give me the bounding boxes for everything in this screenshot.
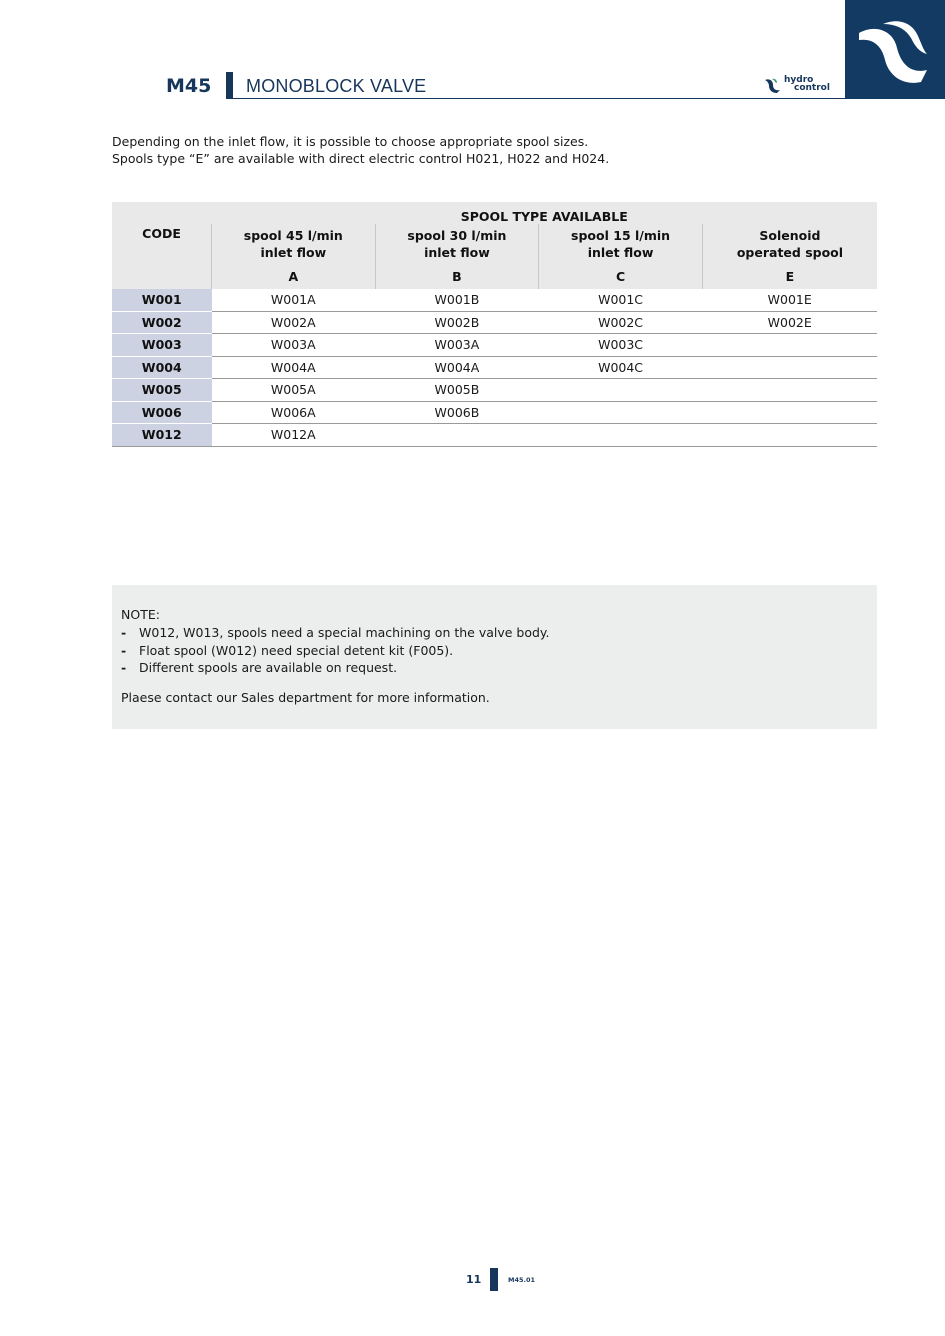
- logo-text-hydro: hydro: [784, 75, 814, 85]
- cell-b: W002B: [375, 311, 539, 334]
- letter-header-blank: [112, 264, 212, 289]
- column-header-b-line2: inlet flow: [424, 245, 490, 260]
- cell-e: [702, 401, 877, 424]
- cell-b: W006B: [375, 401, 539, 424]
- logo-text-control: control: [794, 83, 830, 93]
- cell-b: W001B: [375, 289, 539, 311]
- hydrocontrol-logo: [764, 76, 844, 94]
- column-header-e-line2: operated spool: [736, 245, 844, 260]
- cell-c: W001C: [539, 289, 703, 311]
- row-code: W006: [112, 401, 212, 424]
- intro-text: [112, 133, 609, 167]
- cell-c: [539, 401, 703, 424]
- bullet-dash-icon: -: [121, 625, 127, 640]
- page-number: 11: [466, 1273, 482, 1286]
- cell-a: W006A: [212, 401, 376, 424]
- column-header-b-line1: spool 30 l/min: [407, 228, 507, 243]
- column-header-e-line1: Solenoid: [759, 228, 821, 243]
- cell-a: W001A: [212, 289, 376, 311]
- note-item: [121, 659, 550, 677]
- cell-a: W012A: [212, 424, 376, 447]
- column-header-e: [702, 224, 877, 264]
- cell-e: [702, 424, 877, 447]
- cell-e: W002E: [702, 311, 877, 334]
- wave-brand-icon: [845, 0, 945, 99]
- spool-table: [112, 202, 877, 447]
- table-row: [112, 379, 877, 402]
- cell-b: W003A: [375, 334, 539, 357]
- note-list: [121, 624, 550, 677]
- table-row: [112, 401, 877, 424]
- cell-e: [702, 334, 877, 357]
- footer-divider-bar: [490, 1268, 498, 1291]
- letter-header-e: E: [702, 264, 877, 289]
- column-header-c-line1: spool 15 l/min: [571, 228, 671, 243]
- header-rule: [226, 98, 846, 99]
- cell-c: W003C: [539, 334, 703, 357]
- document-code: M45.01: [508, 1276, 536, 1284]
- column-header-c-line2: inlet flow: [587, 245, 654, 260]
- contact-text: Plaese contact our Sales department for more information.: [121, 690, 490, 705]
- row-code: W012: [112, 424, 212, 447]
- letter-header-a: A: [212, 264, 376, 289]
- note-item: [121, 642, 550, 660]
- cell-a: W002A: [212, 311, 376, 334]
- row-code: W002: [112, 311, 212, 334]
- note-item-text: Float spool (W012) need special detent kit (F005).: [139, 642, 454, 658]
- cell-c: [539, 424, 703, 447]
- note-title: NOTE:: [121, 607, 160, 622]
- column-header-b: [375, 224, 539, 264]
- table-row: [112, 356, 877, 379]
- cell-c: W004C: [539, 356, 703, 379]
- table-row: [112, 311, 877, 334]
- cell-b: [375, 424, 539, 447]
- column-header-c: [539, 224, 703, 264]
- cell-b: W005B: [375, 379, 539, 402]
- intro-line-1: Depending on the inlet flow, it is possible to choose appropriate spool sizes.: [112, 134, 589, 149]
- table-row: [112, 289, 877, 311]
- bullet-dash-icon: -: [121, 660, 127, 675]
- cell-a: W005A: [212, 379, 376, 402]
- intro-line-2: Spools type “E” are available with direct electric control H021, H022 and H024.: [112, 151, 610, 166]
- cell-b: W004A: [375, 356, 539, 379]
- code-column-header: CODE: [112, 202, 212, 264]
- cell-e: [702, 356, 877, 379]
- brand-block: [845, 0, 945, 99]
- column-header-a-line1: spool 45 l/min: [243, 228, 343, 243]
- letter-header-c: C: [539, 264, 703, 289]
- cell-e: W001E: [702, 289, 877, 311]
- cell-c: W002C: [539, 311, 703, 334]
- cell-c: [539, 379, 703, 402]
- letter-header-b: B: [375, 264, 539, 289]
- spool-type-group-header: SPOOL TYPE AVAILABLE: [212, 202, 878, 224]
- wave-logo-icon: [764, 76, 784, 94]
- note-box: [112, 585, 877, 729]
- row-code: W001: [112, 289, 212, 311]
- page-title: MONOBLOCK VALVE: [246, 76, 427, 96]
- row-code: W003: [112, 334, 212, 357]
- table-row: [112, 424, 877, 447]
- column-header-a: [212, 224, 376, 264]
- cell-e: [702, 379, 877, 402]
- note-item-text: W012, W013, spools need a special machining on the valve body.: [139, 625, 550, 640]
- product-code: M45: [166, 75, 212, 97]
- row-code: W004: [112, 356, 212, 379]
- header-divider-bar: [226, 72, 233, 99]
- column-header-a-line2: inlet flow: [260, 245, 327, 260]
- cell-a: W003A: [212, 334, 376, 357]
- row-code: W005: [112, 379, 212, 402]
- note-item: [121, 624, 550, 642]
- note-item-text: Different spools are available on request.: [139, 660, 398, 675]
- table-row: [112, 334, 877, 357]
- bullet-dash-icon: -: [121, 642, 127, 658]
- cell-a: W004A: [212, 356, 376, 379]
